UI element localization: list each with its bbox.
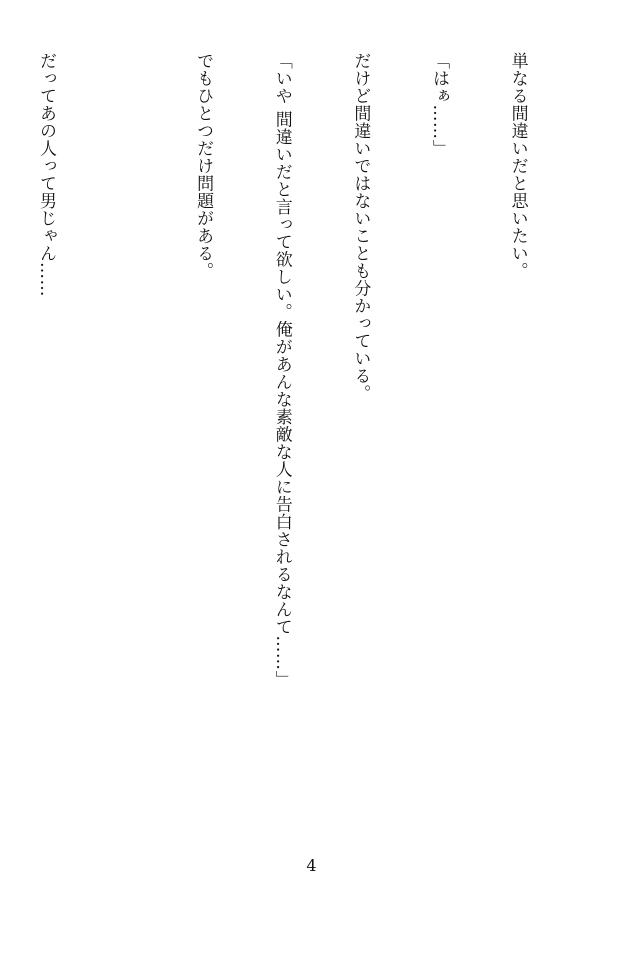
page-number: 4: [306, 856, 317, 875]
text-line: 「はぁ……」: [428, 52, 449, 157]
text-line: 「いや 間違いだと言って欲しい。俺があんな素敵な人に告白されるなんて……」: [271, 52, 292, 688]
text-line: だってあの人って男じゃん……: [35, 52, 56, 297]
text-line: だけど間違いではないことも分かっている。: [350, 52, 371, 402]
text-line: でもひとつだけ問題がある。: [193, 52, 214, 280]
vertical-text-body: [23, 52, 583, 842]
blank-line: [111, 52, 137, 842]
text-line: 単なる間違いだと思いたい。: [507, 52, 528, 280]
